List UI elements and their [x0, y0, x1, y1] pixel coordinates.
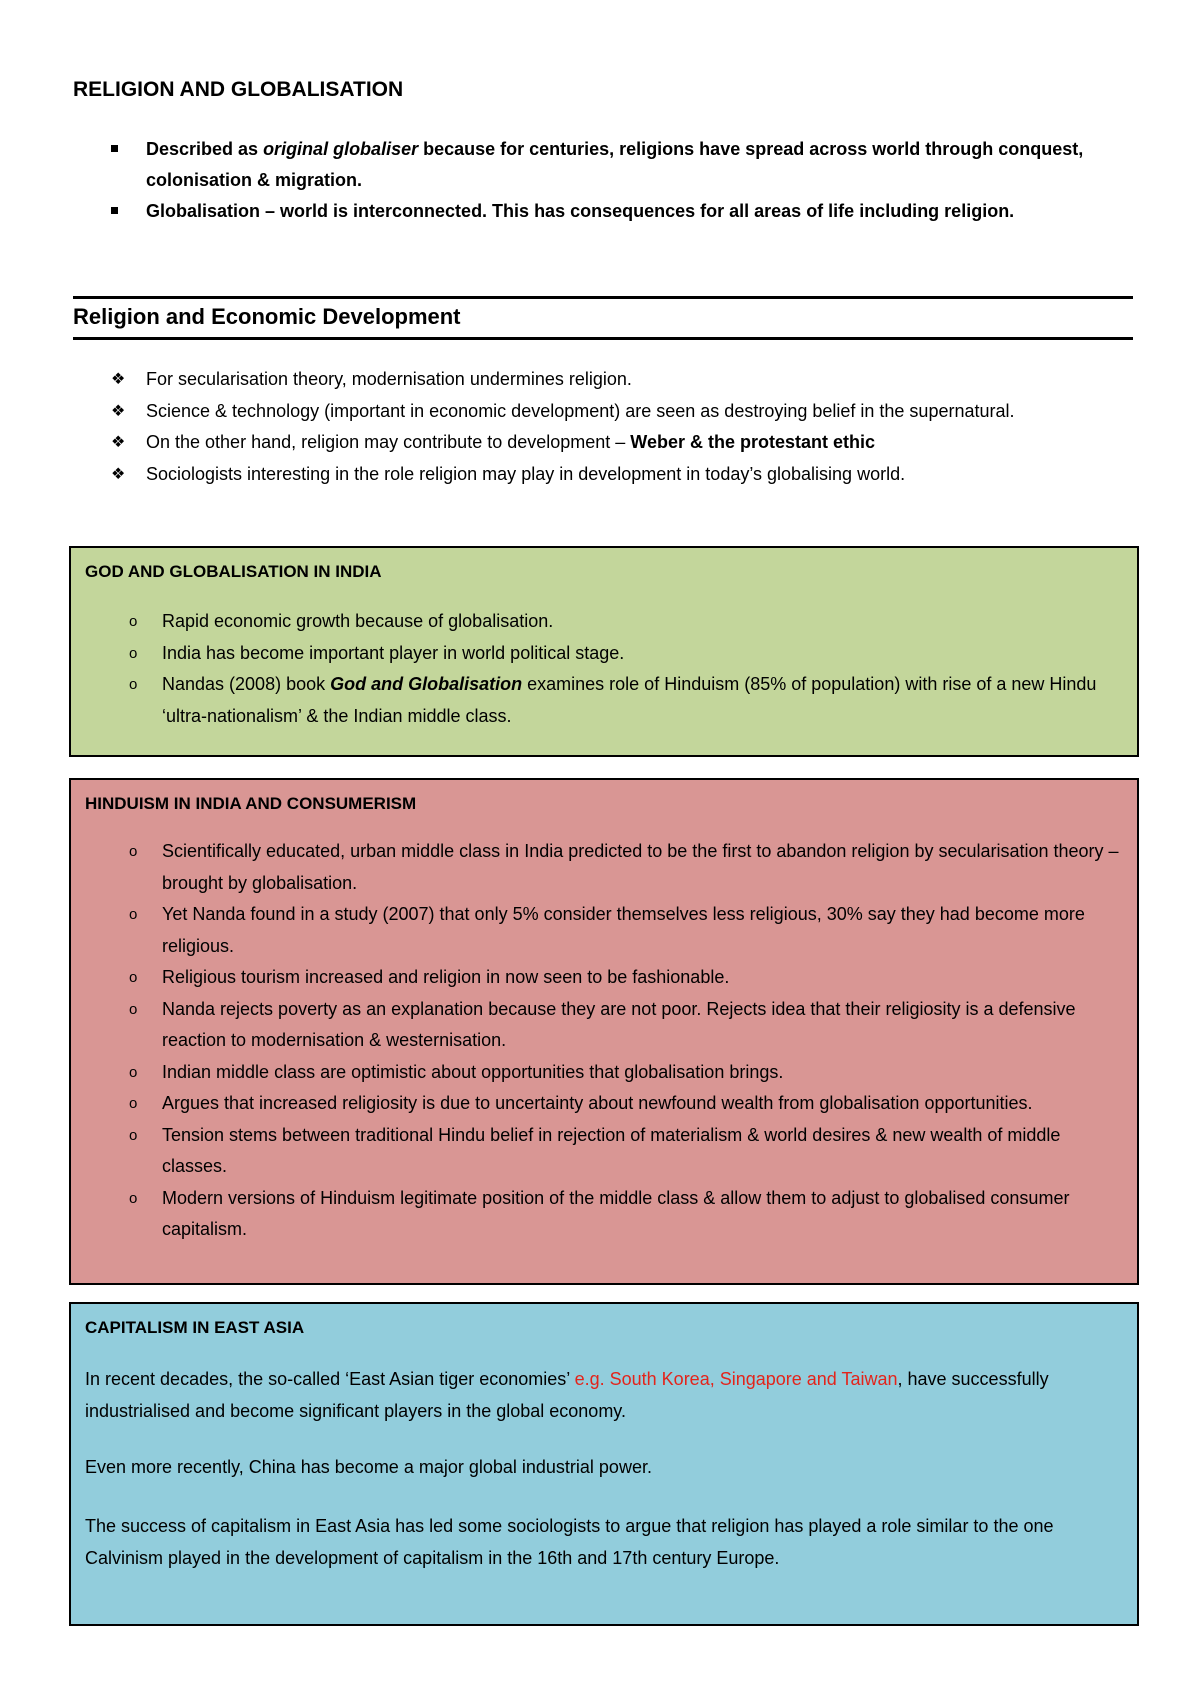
section-heading: Religion and Economic Development: [73, 304, 461, 329]
list-item: o Yet Nanda found in a study (2007) that only 5% consider themselves less religious, 30% say they had become more religious.: [85, 899, 1125, 962]
intro-item: Described as original globaliser because for centuries, religions have spread across world through conquest, colonisation & migration.: [73, 134, 1133, 196]
circle-bullet-icon: o: [129, 1189, 138, 1207]
circle-bullet-icon: o: [129, 613, 138, 630]
intro-item: Globalisation – world is interconnected. This has consequences for all areas of life including religion.: [73, 196, 1133, 227]
diamond-bullet-icon: ❖: [111, 371, 126, 388]
section-bullet-list: [73, 364, 1133, 490]
list-item: o India has become important player in world political stage.: [85, 638, 1125, 670]
list-item: o Argues that increased religiosity is due to uncertainty about newfound wealth from globalisation opportunities.: [85, 1088, 1125, 1120]
list-item: o Rapid economic growth because of globalisation.: [85, 606, 1125, 638]
list-item: o Modern versions of Hinduism legitimate position of the middle class & allow them to adjust to globalised consumer capitalism.: [85, 1183, 1125, 1246]
document-title: RELIGION AND GLOBALISATION: [73, 78, 404, 101]
paragraph: The success of capitalism in East Asia has led some sociologists to argue that religion has played a role similar to the one Calvinism played in the development of capitalism in the 16th and 17th century Europe.: [85, 1516, 1054, 1568]
intro-list: [73, 134, 1133, 227]
circle-bullet-icon: o: [129, 676, 138, 693]
list-item: o Tension stems between traditional Hindu belief in rejection of materialism & world desires & new wealth of middle classes.: [85, 1120, 1125, 1183]
list-item: o Scientifically educated, urban middle class in India predicted to be the first to abandon religion by secularisation theory – brought by globalisation.: [85, 836, 1125, 899]
square-bullet-icon: [111, 145, 118, 152]
paragraph: Even more recently, China has become a major global industrial power.: [85, 1457, 652, 1477]
list-item: ❖ Sociologists interesting in the role religion may play in development in today’s globalising world.: [73, 459, 1133, 491]
diamond-bullet-icon: ❖: [111, 434, 126, 451]
box-list: [85, 606, 1125, 732]
box-list: [85, 836, 1125, 1246]
section-top-rule: [73, 296, 1133, 299]
circle-bullet-icon: o: [129, 1063, 138, 1081]
circle-bullet-icon: o: [129, 1126, 138, 1144]
diamond-bullet-icon: ❖: [111, 402, 126, 420]
list-item: o Religious tourism increased and religion in now seen to be fashionable.: [85, 962, 1125, 994]
paragraph: In recent decades, the so-called ‘East Asian tiger economies’ e.g. South Korea, Singapore and Taiwan, have successfully industrialised and become significant players in the global economy.: [85, 1369, 1049, 1421]
highlight-examples: e.g. South Korea, Singapore and Taiwan: [574, 1369, 898, 1389]
circle-bullet-icon: o: [129, 1000, 138, 1018]
list-item: o Nanda rejects poverty as an explanation because they are not poor. Rejects idea that their religiosity is a defensive reaction to modernisation & westernisation.: [85, 994, 1125, 1057]
list-item: ❖ On the other hand, religion may contribute to development – Weber & the protestant ethic: [73, 427, 1133, 459]
list-item: o Nandas (2008) book God and Globalisation examines role of Hinduism (85% of population) with rise of a new Hindu ‘ultra-nationalism’ & the Indian middle class.: [85, 669, 1125, 732]
box-heading: GOD AND GLOBALISATION IN INDIA: [85, 562, 382, 581]
diamond-bullet-icon: ❖: [111, 465, 126, 483]
list-item: ❖ For secularisation theory, modernisation undermines religion.: [73, 364, 1133, 396]
circle-bullet-icon: o: [129, 644, 138, 662]
circle-bullet-icon: o: [129, 969, 138, 986]
box-hinduism-and-consumerism: [69, 778, 1139, 1285]
box-god-and-globalisation: [69, 546, 1139, 757]
list-item: ❖ Science & technology (important in economic development) are seen as destroying belief in the supernatural.: [73, 396, 1133, 428]
circle-bullet-icon: o: [129, 1095, 138, 1112]
circle-bullet-icon: o: [129, 843, 138, 860]
square-bullet-icon: [111, 207, 118, 214]
circle-bullet-icon: o: [129, 906, 138, 923]
box-heading: CAPITALISM IN EAST ASIA: [85, 1318, 305, 1337]
box-capitalism-in-east-asia: [69, 1302, 1139, 1626]
section-bottom-rule: [73, 337, 1133, 340]
list-item: o Indian middle class are optimistic about opportunities that globalisation brings.: [85, 1057, 1125, 1089]
box-heading: HINDUISM IN INDIA AND CONSUMERISM: [85, 794, 417, 813]
